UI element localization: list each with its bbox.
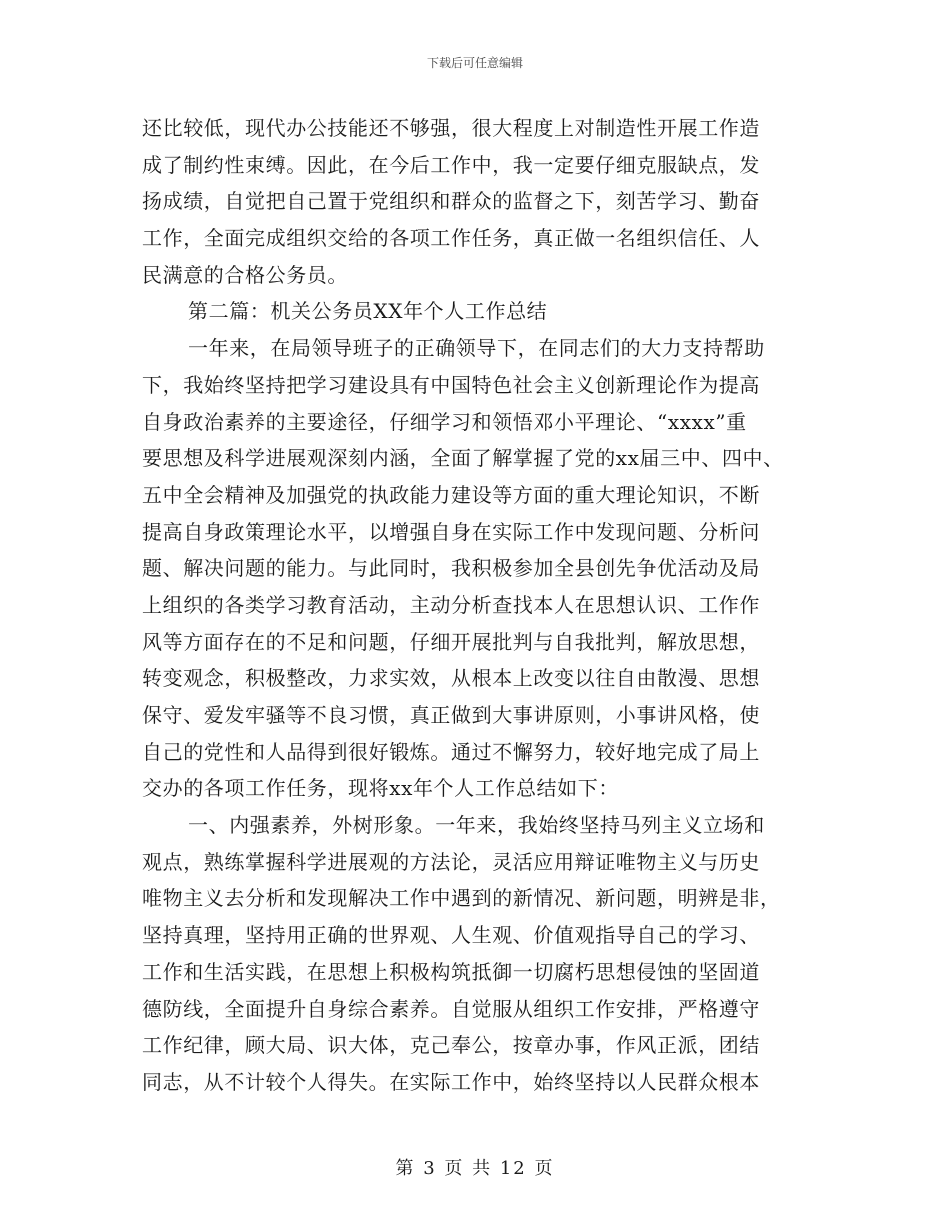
text-line: 观点，熟练掌握科学进展观的方法论，灵活应用辩证唯物主义与历史: [142, 849, 760, 874]
text-line: 风等方面存在的不足和问题，仔细开展批判与自我批判，解放思想，: [142, 629, 760, 654]
text-line: 题、解决问题的能力。与此同时，我积极参加全县创先争优活动及局: [142, 556, 760, 581]
text-line: 转变观念，积极整改，力求实效，从根本上改变以往自由散漫、思想: [142, 666, 760, 691]
page-header-note: 下载后可任意编辑: [426, 56, 523, 70]
text-line: 第二篇：机关公务员XX年个人工作总结: [188, 299, 548, 324]
text-line: 上组织的各类学习教育活动，主动分析查找本人在思想认识、工作作: [142, 592, 760, 617]
text-line: 同志，从不计较个人得失。在实际工作中，始终坚持以人民群众根本: [142, 1069, 760, 1094]
text-line: 交办的各项工作任务，现将xx年个人工作总结如下：: [142, 776, 619, 801]
page-number-footer: 第 3 页 共 12 页: [395, 1158, 555, 1179]
text-line: 唯物主义去分析和发现解决工作中遇到的新情况、新问题，明辨是非，: [142, 886, 781, 911]
text-line: 一、内强素养，外树形象。一年来，我始终坚持马列主义立场和: [188, 813, 765, 838]
text-line: 下，我始终坚持把学习建设具有中国特色社会主义创新理论作为提高: [142, 372, 760, 397]
text-line: 提高自身政策理论水平，以增强自身在实际工作中发现问题、分析问: [142, 519, 760, 544]
text-line: 保守、爱发牢骚等不良习惯，真正做到大事讲原则，小事讲风格，使: [142, 703, 760, 727]
text-line: 德防线，全面提升自身综合素养。自觉服从组织工作安排，严格遵守: [142, 996, 760, 1021]
text-line: 五中全会精神及加强党的执政能力建设等方面的重大理论知识，不断: [142, 482, 760, 507]
text-line: 坚持真理，坚持用正确的世界观、人生观、价值观指导自己的学习、: [142, 923, 760, 948]
text-line: 自己的党性和人品得到很好锻炼。通过不懈努力，较好地完成了局上: [142, 739, 760, 764]
text-line: 民满意的合格公务员。: [142, 262, 348, 287]
text-line: 自身政治素养的主要途径，仔细学习和领悟邓小平理论、“xxxx”重: [142, 409, 747, 434]
text-line: 工作纪律，顾大局、识大体，克己奉公，按章办事，作风正派，团结: [142, 1033, 760, 1058]
text-line: 工作和生活实践，在思想上积极构筑抵御一切腐朽思想侵蚀的坚固道: [142, 959, 760, 984]
text-line: 还比较低，现代办公技能还不够强，很大程度上对制造性开展工作造: [142, 116, 760, 140]
text-line: 要思想及科学进展观深刻内涵，全面了解掌握了党的xx届三中、四中、: [142, 446, 784, 471]
text-line: 扬成绩，自觉把自己置于党组织和群众的监督之下，刻苦学习、勤奋: [142, 189, 760, 214]
text-line: 工作，全面完成组织交给的各项工作任务，真正做一名组织信任、人: [142, 226, 760, 251]
document-body: [142, 110, 807, 1101]
text-line: 一年来，在局领导班子的正确领导下，在同志们的大力支持帮助: [188, 336, 765, 361]
text-line: 成了制约性束缚。因此，在今后工作中，我一定要仔细克服缺点，发: [142, 152, 760, 177]
